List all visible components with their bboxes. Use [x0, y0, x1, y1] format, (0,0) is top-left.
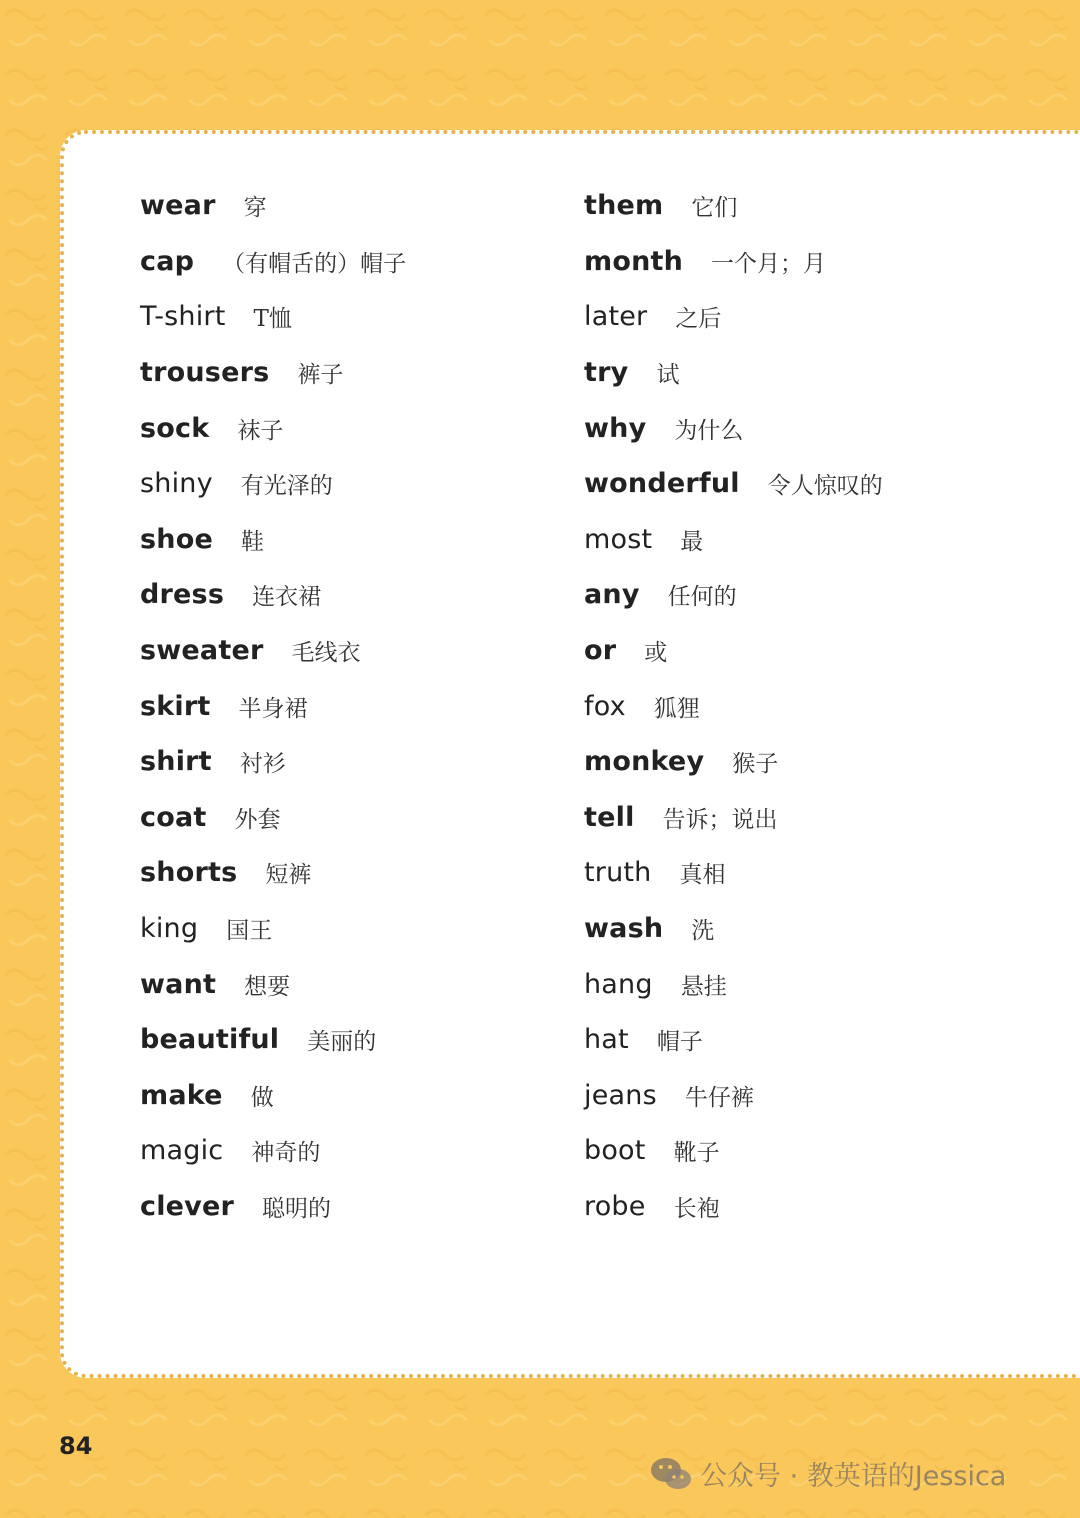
chinese-translation: 想要: [244, 973, 291, 1000]
vocab-entry: [140, 178, 406, 234]
chinese-translation: 穿: [243, 195, 267, 222]
chinese-translation: 帽子: [656, 1029, 703, 1056]
english-word: king: [140, 913, 199, 945]
vocab-entry: [140, 456, 406, 512]
english-word: sock: [140, 412, 210, 444]
vocab-entry: [584, 901, 883, 957]
vocab-entry: [584, 289, 883, 345]
vocab-entry: [140, 1012, 406, 1068]
chinese-translation: 靴子: [673, 1140, 720, 1167]
right-vocabulary-column: [584, 178, 883, 1234]
chinese-translation: 美丽的: [307, 1029, 377, 1056]
chinese-translation: 最: [680, 528, 704, 555]
vocab-entry: [140, 1068, 406, 1124]
chinese-translation: 做: [250, 1084, 274, 1111]
english-word: them: [584, 190, 664, 222]
chinese-translation: 任何的: [667, 584, 737, 611]
english-word: clever: [140, 1190, 234, 1222]
english-word: shoe: [140, 523, 213, 555]
english-word: beautiful: [140, 1024, 280, 1056]
chinese-translation: 猴子: [732, 751, 779, 778]
english-word: T-shirt: [140, 301, 226, 333]
vocab-entry: [584, 234, 883, 290]
english-word: tell: [584, 801, 635, 833]
chinese-translation: 告诉；说出: [662, 806, 778, 833]
watermark: [650, 1454, 1006, 1493]
vocab-entry: [584, 456, 883, 512]
chinese-translation: T恤: [253, 306, 292, 333]
english-word: trousers: [140, 357, 270, 389]
vocab-entry: [584, 623, 883, 679]
chinese-translation: 毛线衣: [291, 640, 361, 667]
chinese-translation: 为什么: [674, 417, 744, 444]
english-word: hat: [584, 1024, 629, 1056]
chinese-translation: 长袍: [673, 1195, 720, 1222]
vocab-entry: [584, 1123, 883, 1179]
english-word: hang: [584, 968, 653, 1000]
vocab-entry: [140, 345, 406, 401]
chinese-translation: 连衣裙: [252, 584, 322, 611]
vocab-entry: [140, 1179, 406, 1235]
chinese-translation: （有帽舌的）帽子: [222, 250, 407, 277]
chinese-translation: 之后: [675, 306, 722, 333]
chinese-translation: 鞋: [240, 528, 264, 555]
chinese-translation: 它们: [691, 195, 738, 222]
vocab-entry: [584, 956, 883, 1012]
english-word: month: [584, 245, 684, 277]
english-word: wash: [584, 913, 664, 945]
chinese-translation: 有光泽的: [240, 473, 333, 500]
vocab-entry: [584, 790, 883, 846]
english-word: jeans: [584, 1079, 657, 1111]
english-word: magic: [140, 1135, 224, 1167]
chinese-translation: 半身裙: [238, 695, 308, 722]
chinese-translation: 试: [656, 362, 680, 389]
english-word: skirt: [140, 690, 211, 722]
chinese-translation: 牛仔裤: [684, 1084, 754, 1111]
chinese-translation: 袜子: [237, 417, 284, 444]
english-word: sweater: [140, 635, 264, 667]
english-word: any: [584, 579, 640, 611]
chinese-translation: 短裤: [265, 862, 312, 889]
english-word: truth: [584, 857, 652, 889]
vocab-entry: [140, 845, 406, 901]
watermark-text: 公众号 · 教英语的Jessica: [700, 1461, 1007, 1492]
chinese-translation: 国王: [226, 918, 273, 945]
chinese-translation: 洗: [691, 918, 715, 945]
english-word: cap: [140, 245, 195, 277]
vocab-entry: [140, 734, 406, 790]
english-word: most: [584, 523, 653, 555]
english-word: wear: [140, 190, 216, 222]
vocab-entry: [584, 1068, 883, 1124]
vocab-entry: [584, 845, 883, 901]
english-word: make: [140, 1079, 223, 1111]
english-word: try: [584, 357, 629, 389]
vocab-entry: [584, 512, 883, 568]
english-word: monkey: [584, 746, 705, 778]
chinese-translation: 或: [644, 640, 668, 667]
vocab-entry: [140, 234, 406, 290]
vocab-entry: [584, 345, 883, 401]
vocab-entry: [584, 178, 883, 234]
english-word: shorts: [140, 857, 238, 889]
wechat-icon: [650, 1455, 692, 1493]
vocab-entry: [140, 790, 406, 846]
english-word: want: [140, 968, 217, 1000]
vocab-entry: [584, 734, 883, 790]
vocab-entry: [140, 289, 406, 345]
english-word: fox: [584, 690, 626, 722]
english-word: robe: [584, 1190, 646, 1222]
chinese-translation: 悬挂: [680, 973, 727, 1000]
chinese-translation: 真相: [679, 862, 726, 889]
english-word: why: [584, 412, 647, 444]
english-word: or: [584, 635, 617, 667]
chinese-translation: 狐狸: [653, 695, 700, 722]
vocab-entry: [584, 400, 883, 456]
chinese-translation: 一个月；月: [711, 250, 827, 277]
vocab-entry: [140, 400, 406, 456]
page-number: 84: [59, 1432, 93, 1460]
english-word: dress: [140, 579, 225, 611]
vocab-entry: [140, 1123, 406, 1179]
chinese-translation: 令人惊叹的: [767, 473, 883, 500]
english-word: wonderful: [584, 468, 740, 500]
chinese-translation: 裤子: [297, 362, 344, 389]
vocab-entry: [140, 623, 406, 679]
vocab-entry: [140, 567, 406, 623]
english-word: shiny: [140, 468, 213, 500]
vocab-entry: [584, 567, 883, 623]
vocab-entry: [140, 512, 406, 568]
vocab-entry: [584, 1179, 883, 1235]
vocab-entry: [140, 956, 406, 1012]
left-vocabulary-column: [140, 178, 406, 1234]
english-word: boot: [584, 1135, 646, 1167]
vocab-entry: [584, 1012, 883, 1068]
chinese-translation: 神奇的: [251, 1140, 321, 1167]
english-word: coat: [140, 801, 207, 833]
vocab-entry: [140, 901, 406, 957]
chinese-translation: 聪明的: [262, 1195, 331, 1222]
english-word: later: [584, 301, 648, 333]
vocab-entry: [584, 678, 883, 734]
chinese-translation: 衬衫: [239, 751, 286, 778]
english-word: shirt: [140, 746, 212, 778]
chinese-translation: 外套: [234, 806, 281, 833]
vocab-entry: [140, 678, 406, 734]
